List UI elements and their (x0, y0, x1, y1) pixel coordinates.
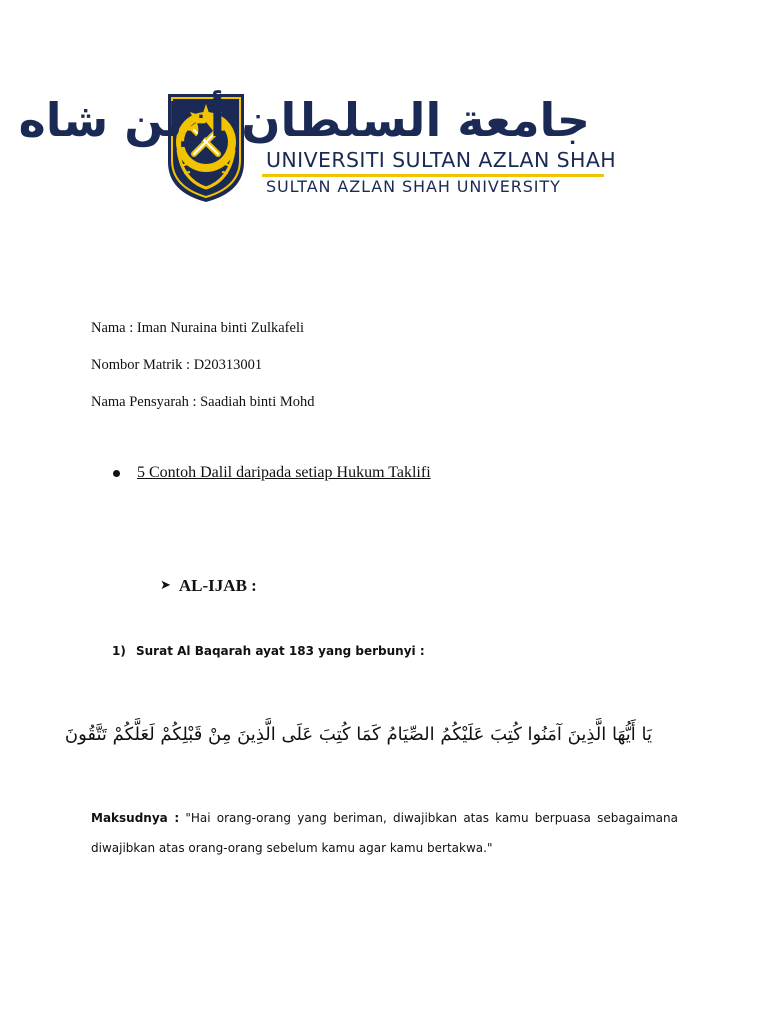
meaning-text: "Hai orang-orang yang beriman, diwajibkan atas kamu berpuasa sebagaimana diwajibkan atas orang-orang sebelum kamu agar kamu bertakwa." (91, 811, 678, 855)
verse-meaning (91, 803, 678, 863)
lecturer-name: Nama Pensyarah : Saadiah binti Mohd (91, 394, 315, 410)
section-heading (160, 576, 257, 596)
item-text: Surat Al Baqarah ayat 183 yang berbunyi : (136, 644, 425, 658)
topic-bullet (113, 464, 431, 482)
university-name-malay: UNIVERSITI SULTAN AZLAN SHAH (266, 148, 617, 172)
bullet-dot-icon (113, 470, 120, 477)
arabic-university-name: جامعة السلطان أزلن شاه (18, 93, 590, 147)
item-number: 1) (112, 644, 126, 658)
list-item (112, 644, 425, 658)
student-name: Nama : Iman Nuraina binti Zulkafeli (91, 320, 304, 336)
section-title: AL-IJAB : (178, 576, 257, 595)
university-logo (18, 92, 617, 204)
university-name-english: SULTAN AZLAN SHAH UNIVERSITY (266, 177, 561, 196)
quran-verse: يَا أَيُّهَا الَّذِينَ آمَنُوا كُتِبَ عَلَيْكُمُ الصِّيَامُ كَمَا كُتِبَ عَلَى الَّذِينَ مِنْ قَبْلِكُمْ لَعَلَّكُمْ تَتَّقُونَ (64, 724, 652, 745)
matric-number: Nombor Matrik : D20313001 (91, 357, 263, 373)
meaning-label: Maksudnya : (91, 811, 180, 825)
topic-text: 5 Contoh Dalil daripada setiap Hukum Taklifi (137, 464, 431, 481)
arrowhead-icon: ➤ (160, 578, 171, 593)
